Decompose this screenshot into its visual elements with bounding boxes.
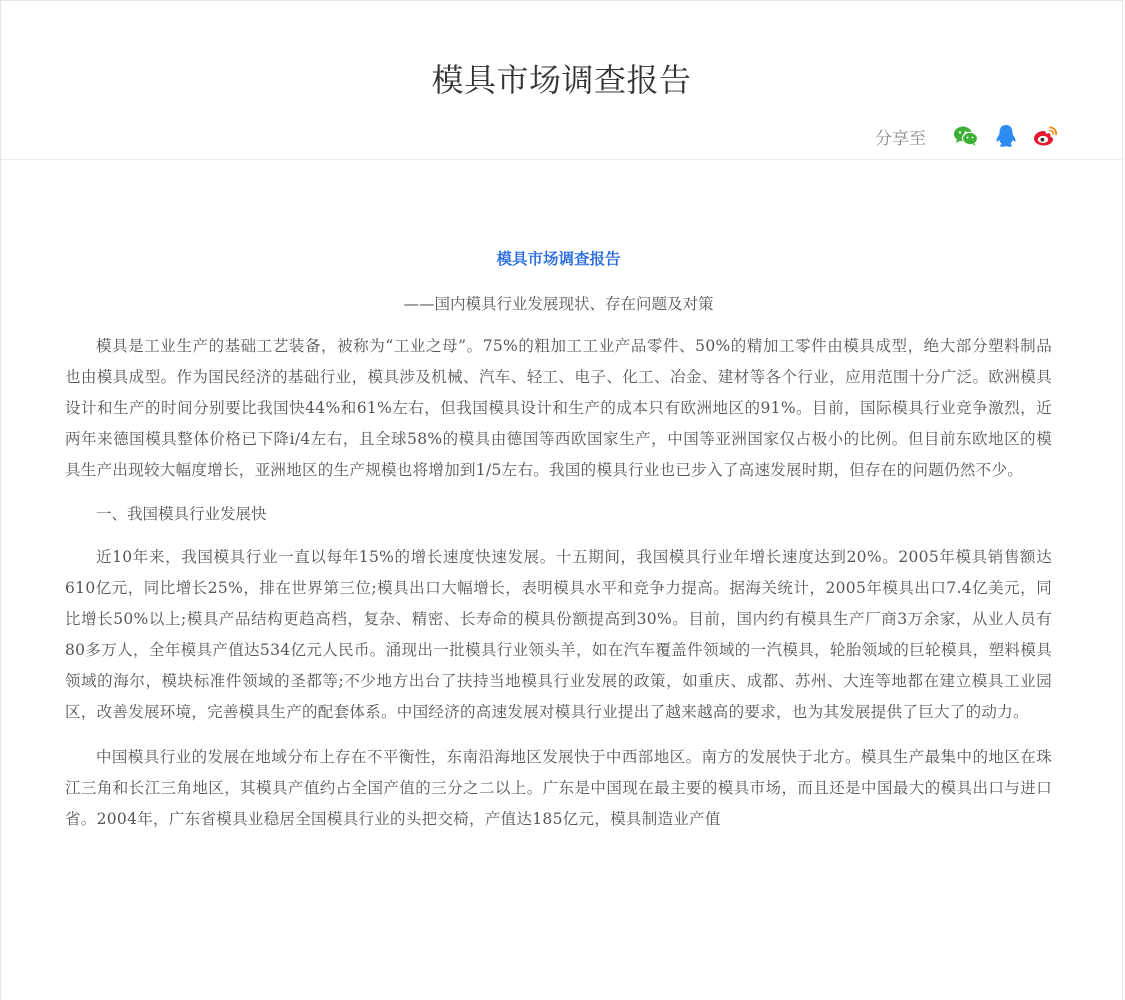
- page-title: 模具市场调查报告: [431, 61, 692, 99]
- qq-icon-svg: [995, 124, 1017, 148]
- article-body: [65, 247, 1052, 849]
- paragraph-regional: 中国模具行业的发展在地域分布上存在不平衡性，东南沿海地区发展快于中西部地区。南方的发展快于北方。模具生产最集中的地区在珠江三角和长江三角地区，其模具产值约占全国产值的三分之二以上。广东是中国现在最主要的模具市场，而且还是中国最大的模具出口与进口省。2004年，广东省模具业稳居全国模具行业的头把交椅，产值达185亿元，模具制造业产值: [65, 748, 1052, 828]
- article-title: 模具市场调查报告: [496, 250, 621, 268]
- page-header: [1, 1, 1122, 160]
- wechat-icon-svg: [953, 125, 979, 147]
- weibo-icon[interactable]: [1032, 122, 1060, 150]
- share-bar: [875, 121, 1060, 151]
- paragraph-growth: 近10年来，我国模具行业一直以每年15%的增长速度快速发展。十五期间，我国模具行业年增长速度达到20%。2005年模具销售额达610亿元，同比增长25%，排在世界第三位;模具出口大幅增长，表明模具水平和竞争力提高。据海关统计，2005年模具出口7.4亿美元，同比增长50%以上;模具产品结构更趋高档，复杂、精密、长寿命的模具份额提高到30%。目前，国内约有模具生产厂商3万余家，从业人员有80多万人，全年模具产值达534亿元人民币。涌现出一批模具行业领头羊，如在汽车覆盖件领域的一汽模具，轮胎领域的巨轮模具，塑料模具领域的海尔，模块标准件领域的圣都等;不少地方出台了扶持当地模具行业发展的政策，如重庆、成都、苏州、大连等地都在建立模具工业园区，改善发展环境，完善模具生产的配套体系。中国经济的高速发展对模具行业提出了越来越高的要求，也为其发展提供了巨大了的动力。: [65, 548, 1052, 721]
- share-label: 分享至: [875, 128, 926, 149]
- qq-icon[interactable]: [992, 122, 1020, 150]
- paragraph-intro: 模具是工业生产的基础工艺装备，被称为“工业之母”。75%的粗加工工业产品零件、50%的精加工零件由模具成型，绝大部分塑料制品也由模具成型。作为国民经济的基础行业，模具涉及机械、汽车、轻工、电子、化工、冶金、建材等各个行业，应用范围十分广泛。欧洲模具设计和生产的时间分别要比我国快44%和61%左右，但我国模具设计和生产的成本只有欧洲地区的91%。目前，国际模具行业竞争激烈，近两年来德国模具整体价格已下降i/4左右，且全球58%的模具由德国等西欧国家生产，中国等亚洲国家仅占极小的比例。但目前东欧地区的模具生产出现较大幅度增长，亚洲地区的生产规模也将增加到1/5左右。我国的模具行业也已步入了高速发展时期，但存在的问题仍然不少。: [65, 337, 1052, 479]
- section-heading: 一、我国模具行业发展快: [96, 505, 267, 523]
- wechat-icon[interactable]: [952, 122, 980, 150]
- weibo-icon-svg: [1033, 125, 1059, 147]
- article-subtitle: ——国内模具行业发展现状、存在问题及对策: [403, 295, 714, 313]
